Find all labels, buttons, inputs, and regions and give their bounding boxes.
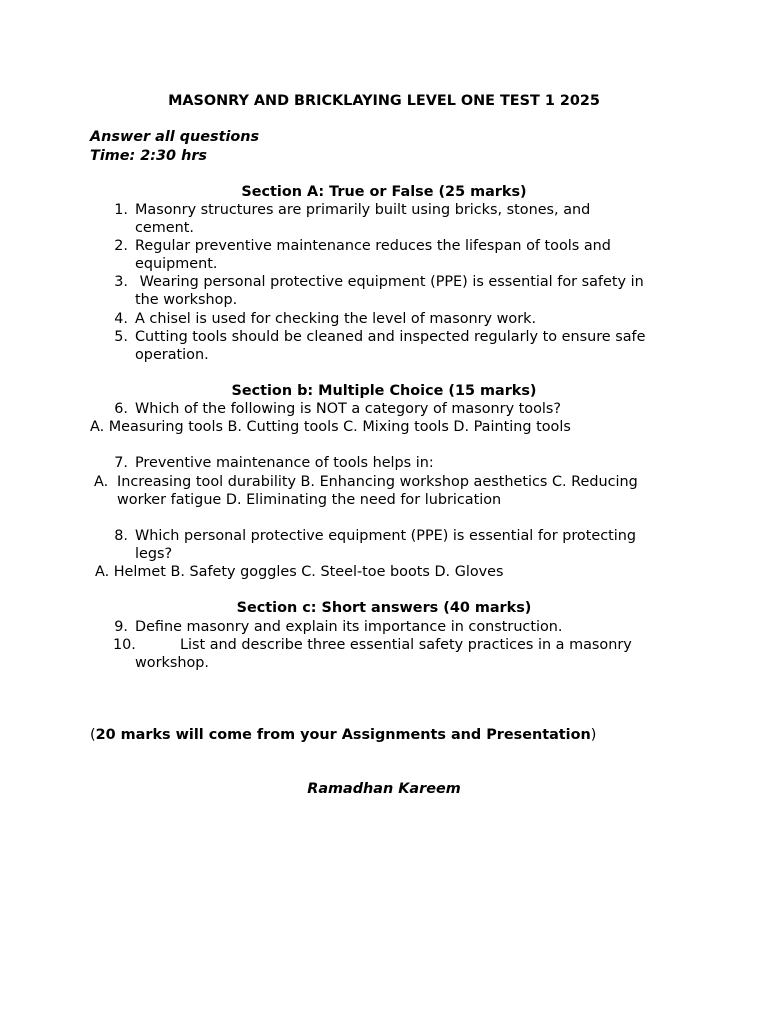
instruction-answer-all: Answer all questions	[90, 129, 260, 145]
question-number: 3.	[114, 274, 128, 290]
question-text: Preventive maintenance of tools helps in:	[135, 455, 434, 471]
answer-options: Increasing tool durability B. Enhancing workshop aesthetics C. Reducing	[117, 474, 638, 490]
instruction-time: Time: 2:30 hrs	[90, 148, 207, 164]
question-text-continued: cement.	[135, 220, 194, 236]
section-b-heading: Section b: Multiple Choice (15 marks)	[231, 383, 537, 399]
question-number: 7.	[114, 455, 128, 471]
question-text-continued: workshop.	[135, 655, 209, 671]
question-text: Cutting tools should be cleaned and inspected regularly to ensure safe	[135, 329, 646, 345]
question-text: List and describe three essential safety practices in a masonry	[180, 637, 632, 653]
marks-note-text: 20 marks will come from your Assignments and Presentation	[95, 727, 591, 743]
question-text: A chisel is used for checking the level of masonry work.	[135, 311, 537, 327]
closing-greeting: Ramadhan Kareem	[307, 781, 461, 797]
question-number: 4.	[114, 311, 128, 327]
question-text: Masonry structures are primarily built using bricks, stones, and	[135, 202, 591, 218]
answer-options: A. Measuring tools B. Cutting tools C. Mixing tools D. Painting tools	[90, 419, 571, 435]
question-text: Define masonry and explain its importance in construction.	[135, 619, 563, 635]
answer-options: A. Helmet B. Safety goggles C. Steel-toe boots D. Gloves	[95, 564, 504, 580]
document-title: MASONRY AND BRICKLAYING LEVEL ONE TEST 1 2025	[168, 93, 600, 109]
marks-note-open-paren: (	[90, 727, 96, 743]
question-text: Which personal protective equipment (PPE) is essential for protecting	[135, 528, 637, 544]
question-text: Wearing personal protective equipment (PPE) is essential for safety in	[135, 274, 644, 290]
question-text-continued: operation.	[135, 347, 209, 363]
question-text: Which of the following is NOT a category of masonry tools?	[135, 401, 562, 417]
question-text-continued: the workshop.	[135, 292, 238, 308]
question-number: 10.	[113, 637, 136, 653]
question-number: 2.	[114, 238, 128, 254]
question-text-continued: legs?	[135, 546, 173, 562]
question-number: 1.	[114, 202, 128, 218]
question-number: 5.	[114, 329, 128, 345]
question-number: 6.	[114, 401, 128, 417]
marks-note-close-paren: )	[590, 727, 597, 743]
question-text: Regular preventive maintenance reduces the lifespan of tools and	[135, 238, 611, 254]
question-number: 8.	[114, 528, 128, 544]
answer-options-continued: worker fatigue D. Eliminating the need for lubrication	[117, 492, 502, 508]
question-number: 9.	[114, 619, 128, 635]
marks-note	[90, 726, 596, 744]
question-text-continued: equipment.	[135, 256, 218, 272]
section-a-heading: Section A: True or False (25 marks)	[241, 184, 527, 200]
answer-option-letter: A.	[94, 474, 109, 490]
section-c-heading: Section c: Short answers (40 marks)	[236, 600, 532, 616]
